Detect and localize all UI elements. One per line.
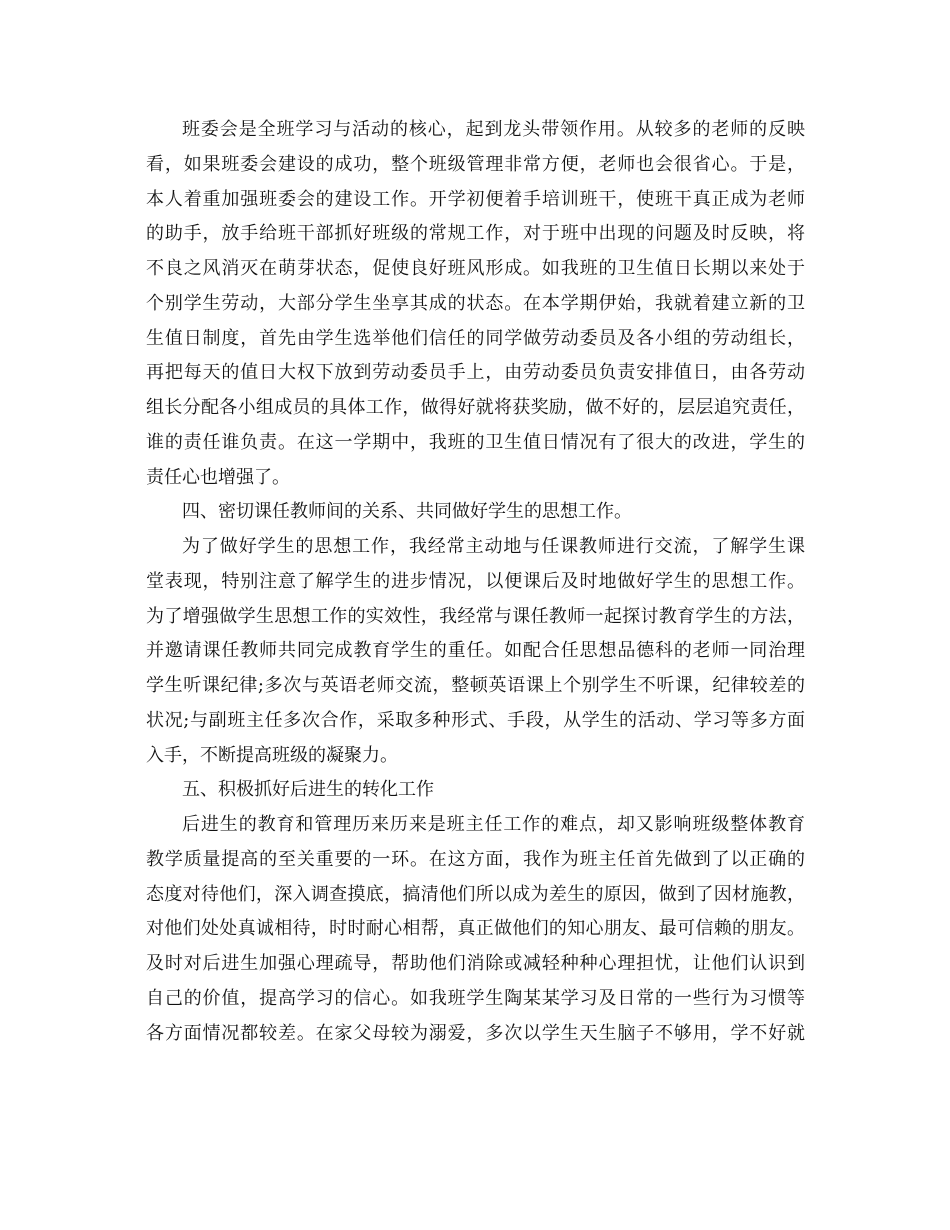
section-heading: 五、积极抓好后进生的转化工作 bbox=[182, 779, 434, 801]
text-line: 组长分配各小组成员的具体工作，做得好就将获奖励，做不好的，层层追究责任， bbox=[146, 397, 805, 418]
text-line: 及时对后进生加强心理疏导，帮助他们消除或减轻种种心理担忧，让他们认识到 bbox=[146, 953, 805, 974]
text-line: 入手，不断提高班级的凝聚力。 bbox=[146, 744, 398, 766]
text-line: 状况;与副班主任多次合作，采取多种形式、手段，从学生的活动、学习等多方面 bbox=[146, 709, 805, 731]
text-line: 责任心也增强了。 bbox=[146, 466, 290, 488]
text-line: 为了增强做学生思想工作的实效性，我经常与课任教师一起探讨教育学生的方法， bbox=[146, 605, 805, 627]
text-line: 堂表现，特别注意了解学生的进步情况，以便课后及时地做好学生的思想工作。 bbox=[146, 570, 805, 592]
text-line: 不良之风消灭在萌芽状态，促使良好班风形成。如我班的卫生值日长期以来处于 bbox=[146, 258, 805, 279]
text-line: 个别学生劳动，大部分学生坐享其成的状态。在本学期伊始，我就着建立新的卫 bbox=[146, 292, 805, 314]
text-line: 对他们处处真诚相待，时时耐心相帮，真正做他们的知心朋友、最可信赖的朋友。 bbox=[146, 918, 805, 940]
text-line: 生值日制度，首先由学生选举他们信任的同学做劳动委员及各小组的劳动组长， bbox=[146, 327, 805, 349]
text-line: 谁的责任谁负责。在这一学期中，我班的卫生值日情况有了很大的改进，学生的 bbox=[146, 431, 805, 453]
text-line: 各方面情况都较差。在家父母较为溺爱，多次以学生天生脑子不够用，学不好就 bbox=[146, 1022, 805, 1044]
text-line: 班委会是全班学习与活动的核心，起到龙头带领作用。从较多的老师的反映 bbox=[182, 119, 805, 140]
text-line: 为了做好学生的思想工作，我经常主动地与任课教师进行交流，了解学生课 bbox=[182, 536, 805, 557]
text-line: 态度对待他们，深入调查摸底，搞清他们所以成为差生的原因，做到了因材施教， bbox=[146, 883, 805, 905]
text-line: 并邀请课任教师共同完成教育学生的重任。如配合任思想品德科的老师一同治理 bbox=[146, 640, 805, 662]
text-line: 再把每天的值日大权下放到劳动委员手上，由劳动委员负责安排值日，由各劳动 bbox=[146, 362, 805, 384]
text-line: 学生听课纪律;多次与英语老师交流，整顿英语课上个别学生不听课，纪律较差的 bbox=[146, 675, 805, 696]
text-line: 本人着重加强班委会的建设工作。开学初便着手培训班干，使班干真正成为老师 bbox=[146, 188, 805, 210]
section-heading: 四、密切课任教师间的关系、共同做好学生的思想工作。 bbox=[182, 501, 632, 523]
text-line: 看，如果班委会建设的成功，整个班级管理非常方便，老师也会很省心。于是， bbox=[146, 153, 805, 175]
document-body bbox=[0, 113, 950, 1051]
text-line: 自己的价值，提高学习的信心。如我班学生陶某某学习及日常的一些行为习惯等 bbox=[146, 987, 805, 1009]
text-line: 教学质量提高的至关重要的一环。在这方面，我作为班主任首先做到了以正确的 bbox=[146, 848, 805, 870]
text-line: 后进生的教育和管理历来历来是班主任工作的难点，却又影响班级整体教育 bbox=[182, 814, 805, 835]
text-line: 的助手，放手给班干部抓好班级的常规工作，对于班中出现的问题及时反映，将 bbox=[146, 223, 805, 245]
